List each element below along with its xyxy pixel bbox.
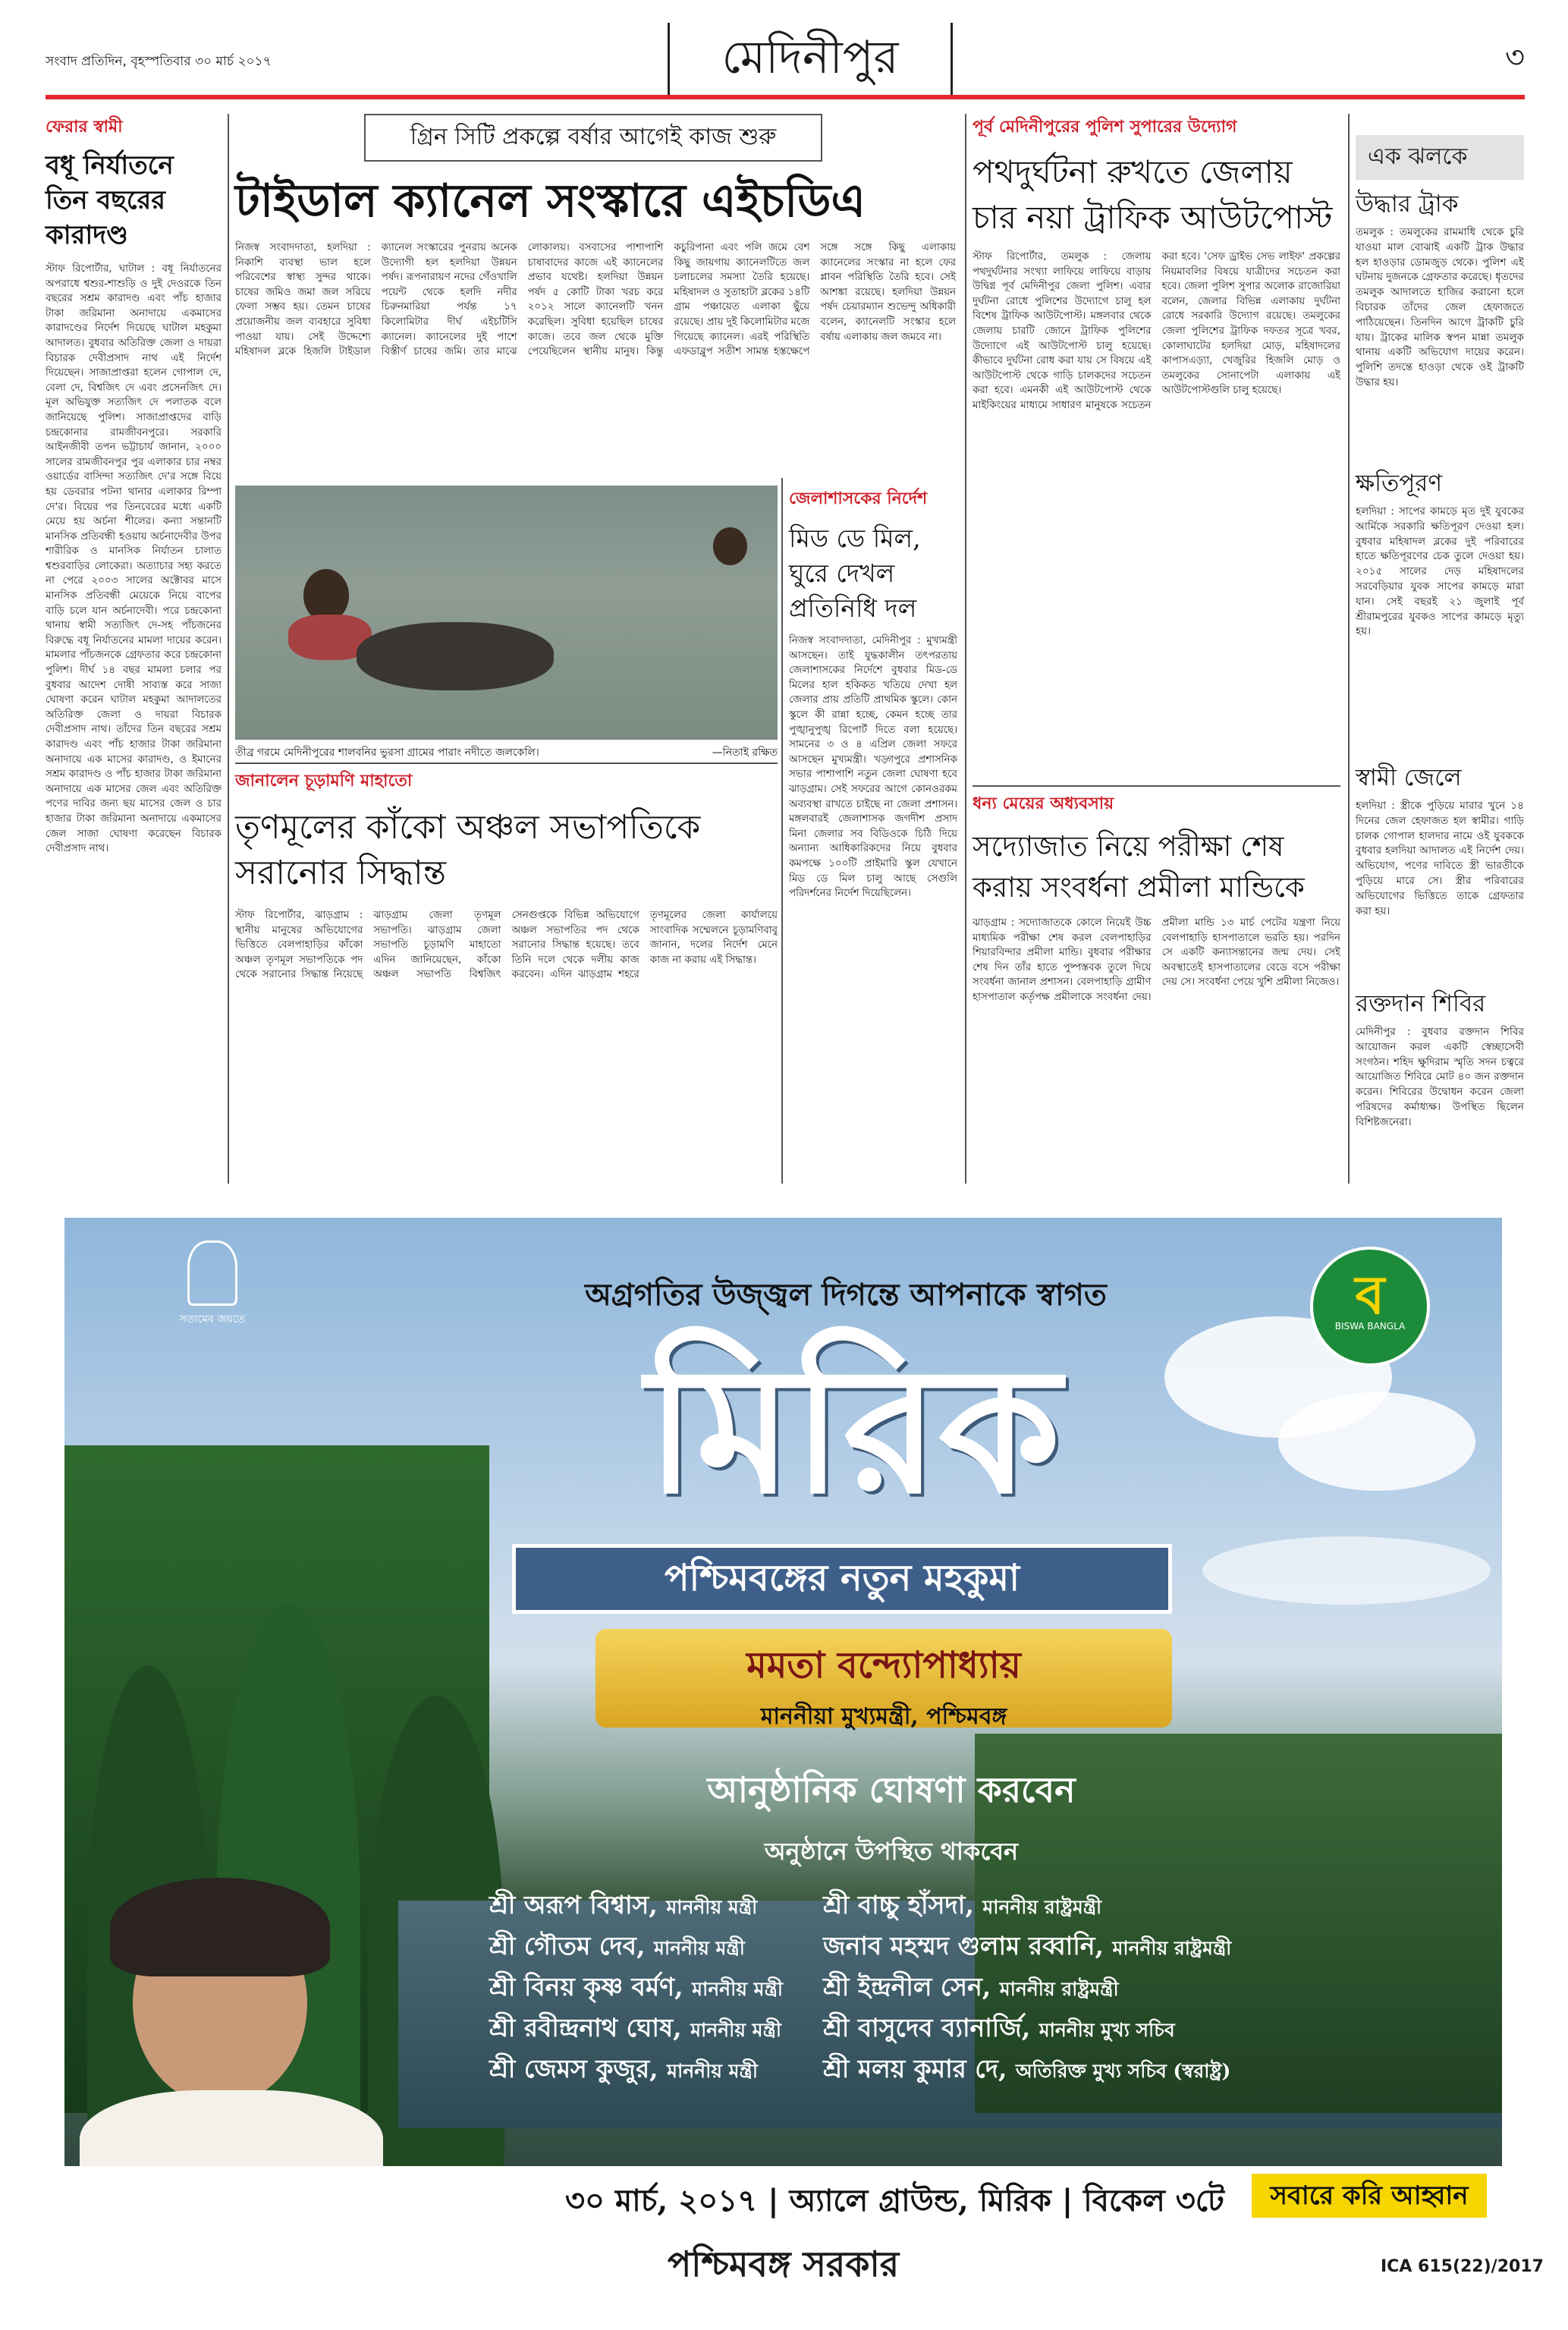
story-headline: সদ্যোজাত নিয়ে পরীক্ষা শেষ করায় সংবর্ধনা প্রমীলা মান্ডিকে xyxy=(973,830,1305,904)
sidebar-item-title: ক্ষতিপূরণ xyxy=(1356,470,1443,497)
guest-role: মাননীয় মন্ত্রী xyxy=(666,1896,758,1918)
story-tmc xyxy=(235,768,778,1166)
page-number: ৩ xyxy=(1504,40,1525,75)
emblem-icon xyxy=(187,1240,237,1306)
guest-name: শ্রী অরূপ বিশ্বাস xyxy=(489,1890,649,1920)
guest-name: শ্রী গৌতম দেব xyxy=(489,1931,636,1961)
cm-portrait xyxy=(64,1885,398,2174)
guest-name: শ্রী বাচ্চু হাঁসদা xyxy=(823,1890,966,1920)
story-midday-meal xyxy=(789,486,957,1180)
government-credit: পশ্চিমবঙ্গ সরকার xyxy=(668,2244,900,2284)
guest-entry: জনাব মহম্মদ গুলাম রব্বানি, মাননীয় রাষ্ট্রমন্ত্রী xyxy=(823,1931,1232,1961)
guest-entry: শ্রী বিনয় কৃষ্ণ বর্মণ, মাননীয় মন্ত্রী xyxy=(489,1972,784,2001)
cm-title: মাননীয়া মুখ্যমন্ত্রী, পশ্চিমবঙ্গ xyxy=(760,1703,1007,1730)
guest-entry: শ্রী মলয় কুমার দে, অতিরিক্ত মুখ্য সচিব (স্বরাষ্ট্র) xyxy=(823,2054,1231,2083)
column-divider xyxy=(228,114,229,1184)
story-body: নিজস্ব সংবাদদাতা, হলদিয়া : নিকাশি ব্যবস্থা ভাল হলে পরিবেশের স্বাস্থ্য সুন্দর থাকে। চাষের জমিও জমা জল সরিয়ে ফেলা সম্ভব হয়। তেমন চাষের প্রয়োজনীয় জল ব্যবহারে সুবিধা পাওয়া যায়। সেই উদ্দেশ্যে মহিষাদল ব্লকে হিজলি টাইডাল ক্যানেল সংস্কারের পুনরায় অনেক উদ্যোগী হল হলদিয়া উন্নয়ন পর্ষদ। রূপনারায়ণ নদের গেঁওখালি পয়েন্ট থেকে হলদি নদীর চিরুনমারিয়া পর্যন্ত ১৭ কিলোমিটার দীর্ঘ এইচটিসি ক্যানেল। ক্যানেলের দুই পাশে বিস্তীর্ণ চাষের জমি। তার মাঝে লোকালয়। বসবাসের পাশাপাশি চাষাবাদের কাজে এই ক্যানেলের প্রভাব যথেষ্ট। হলদিয়া উন্নয়ন পর্ষদ ৫ কোটি টাকা খরচ করে ২০১২ সালে ক্যানেলটি খনন করেছিল। সুবিধা হয়েছিল চাষের কাজে। তবে জল থেকে মুক্তি পেয়েছিলেন স্থানীয় মানুষ। কিন্তু কচুরিপানা এবং পলি জমে বেশ কিছু জায়গায় ক্যানেলটিতে জল চলাচলের সমস্যা তৈরি হয়েছে। মহিষাদল ও সুতাহাটা ব্লকের ১৪টি গ্রাম পঞ্চায়েত এলাকা ছুঁয়ে রয়েছে। প্রায় দুই কিলোমিটার মজে গিয়েছে ক্যানেল। এরই পরিস্থিতি এফডাব্লুপ সতীশ সামন্ত হস্তক্ষেপে সঙ্গে সঙ্গে কিছু এলাকায় ক্যানেলের সংস্কার না হলে ফের প্লাবন পরিস্থিতি তৈরি হবে। সেই আশঙ্কা রয়েছে। হলদিয়া উন্নয়ন পর্ষদ চেয়ারম্যান শুভেন্দু অধিকারী বলেন, ক্যানেলটি সংস্কার হলে বর্ষায় এলাকায় জল জমবে না। xyxy=(235,242,956,358)
section-divider xyxy=(235,763,778,764)
story-headline: বধূ নির্যাতনে তিন বছরের কারাদণ্ড xyxy=(46,150,174,250)
story-kicker: পূর্ব মেদিনীপুরের পুলিশ সুপারের উদ্যোগ xyxy=(973,118,1237,137)
guest-entry: শ্রী জেমস কুজুর, মাননীয় মন্ত্রী xyxy=(489,2054,759,2083)
story-kicker: ধন্য মেয়ের অধ্যবসায় xyxy=(973,794,1114,813)
ad-announcement: আনুষ্ঠানিক ঘোষণা করবেন xyxy=(707,1769,1076,1810)
guest-role: মাননীয় মন্ত্রী xyxy=(690,2019,782,2041)
story-kicker: ফেরার স্বামী xyxy=(46,118,123,137)
sidebar-item-body: হলদিয়া : স্ত্রীকে পুড়িয়ে মারার খুনে ১৪ দিনের জেল হেফাজত হল স্বামীর। গাড়ি চালক গোপাল হালদার নামে ওই যুবককে বুধবার হলদিয়া আদালত এই নির্দেশ দেয়। অভিযোগ, পণের দাবিতে স্ত্রী ভারতীকে পুড়িয়ে মারে সে। স্ত্রীর পরিবারের অভিযোগের ভিত্তিতে তাকে গ্রেফতার করা হয়। xyxy=(1356,800,1524,917)
emblem-motto: সত্যমেব জয়তে xyxy=(179,1313,246,1325)
logo-text: BISWA BANGLA xyxy=(1334,1321,1406,1332)
date-line: সংবাদ প্রতিদিন, বৃহস্পতিবার ৩০ মার্চ ২০১৭ xyxy=(46,54,272,69)
guest-role: মাননীয় রাষ্ট্রমন্ত্রী xyxy=(999,1978,1119,2000)
event-details: ৩০ মার্চ, ২০১৭ | অ্যালে গ্রাউন্ড, মিরিক | বিকেল ৩টে xyxy=(565,2183,1224,2218)
guest-name: শ্রী রবীন্দ্রনাথ ঘোষ xyxy=(489,2013,674,2042)
story-traffic xyxy=(973,114,1340,712)
story-dowry xyxy=(46,114,222,1278)
state-emblem xyxy=(178,1240,247,1339)
guest-entry: শ্রী ইন্দ্রনীল সেন, মাননীয় রাষ্ট্রমন্ত্রী xyxy=(823,1972,1119,2001)
swimmer-figure xyxy=(713,527,747,565)
guest-name: শ্রী বাসুদেব ব্যানার্জি xyxy=(823,2013,1022,2042)
photo-caption-row xyxy=(235,744,778,762)
ad-slogan: সবারে করি আহ্বান xyxy=(1252,2174,1487,2218)
story-headline: টাইডাল ক্যানেল সংস্কারে এইচডিএ xyxy=(235,175,866,228)
sidebar-item xyxy=(1356,759,1524,981)
guest-entry: শ্রী বাসুদেব ব্যানার্জি, মাননীয় মুখ্য সচিব xyxy=(823,2013,1175,2042)
cloud-shape xyxy=(1202,1536,1491,1605)
ad-bottom-bar xyxy=(64,2166,1502,2227)
story-body: নিজস্ব সংবাদদাতা, মেদিনীপুর : মুখ্যমন্ত্রী আসছেন। তাই যুদ্ধকালীন তৎপরতায় জেলাশাসকের নির্দেশে বুধবার মিড-ডে মিলের হাল হকিকত খতিয়ে দেখা হল জেলার প্রায় প্রতিটি প্রাথমিক স্কুলে। কোন স্কুলে কী রান্না হচ্ছে, কেমন হচ্ছে তার পুঙ্খানুপুঙ্খ রিপোর্ট দিতে বলা হয়েছে। সামনের ৩ ও ৪ এপ্রিল জেলা সফরে আসছেন মুখ্যমন্ত্রী। খড়্গপুরে প্রশাসনিক সভার পাশাপাশি নতুন জেলা ঘোষণা হবে ঝাড়গ্রাম। সেই সফরের আগে কোনওরকম অব্যবস্থা রাখতে চাইছে না জেলা প্রশাসন। মঙ্গলবারই জেলাশাসক জগদীশ প্রসাদ মিনা জেলার সব বিডিওকে চিঠি দিয়ে অন্যান্য আধিকারিকদের নিয়ে বুধবার কমপক্ষে ১০০টি প্রাইমারি স্কুল যেখানে মিড ডে মিল চালু আছে সেগুলি পরিদর্শনের নির্দেশ দিয়েছিলেন। xyxy=(789,635,957,900)
masthead-rule xyxy=(46,95,1525,99)
story-body: স্টাফ রিপোর্টার, ঘাটাল : বধূ নির্যাতনের অপরাধে শ্বশুর-শাশুড়ি ও দুই দেওরকে তিন বছরের সশ্রম কারাদণ্ড এবং পাঁচ হাজার টাকা জরিমানা অনাদায়ে একমাসের কারাদণ্ডের নির্দেশ দিয়েছে ঘাটাল মহকুমা আদালত। বুধবার অতিরিক্ত জেলা ও দায়রা বিচারক দেবীপ্রসাদ নাথ এই নির্দেশ দিয়েছেন। সাজাপ্রাপ্তরা হলেন গোপাল দে, বেলা দে, বিশ্বজিৎ দে এবং প্রসেনজিৎ দে। মূল অভিযুক্ত সত্যজিৎ দে পলাতক বলে জানিয়েছে পুলিশ। সাজাপ্রাপ্তদের বাড়ি চন্দ্রকোনার রামজীবনপুরে। সরকারি আইনজীবী তপন ভট্টাচার্য জানান, ২০০০ সালের রামজীবনপুর পুর এলাকার চার নম্বর ওয়ার্ডের বাসিন্দা সত্যজিৎ দে'র সঙ্গে বিয়ে হয় ডেবরার পটনা থানার এলাকার রিম্পা দে'র। বিয়ের পর তিনবেরের মধ্যে একটি মেয়ে হয় অর্চনা শীলের। কন্যা সন্তানটি মানসিক প্রতিবন্ধী হওয়ায় অর্চনাদেবীর উপর শারীরিক ও মানসিক নির্যাতন চালাত শ্বশুরবাড়ির লোকেরা। অত্যাচার সহ্য করতে না পেরে ২০০৩ সালের অক্টোবর মাসে মানসিক প্রতিবন্ধী মেয়েকে নিয়ে বাপের বাড়ি চলে যান অর্চনাদেবী। পরে চন্দ্রকোনা থানায় স্বামী সত্যজিৎ দে-সহ পাঁচজনের বিরুদ্ধে বধূ নির্যাতনের মামলা দায়ের করেন। মামলার পাঁচজনকে গ্রেফতার করে চন্দ্রকোনা পুলিশ। দীর্ঘ ১৪ বছর মামলা চলার পর বুধবার আদেশ দোষী সাব্যস্ত করে সাজা ঘোষণা করেন ঘাটাল মহকুমা আদালতের অতিরিক্ত জেলা ও দায়রা বিচারক দেবীপ্রসাদ নাথ। তাঁদের তিন বছরের সশ্রম কারাদণ্ড এবং পাঁচ হাজার টাকা জরিমানা অনাদায়ে এক মাসের কারাদণ্ড, ও ইমানের সশ্রম কারাদণ্ড ও পাঁচ হাজার টাকা জরিমানা অনাদায়ে এক মাসের জেল এবং অতিরিক্ত পণের দাবির জন্য ছয় মাসের জেল ও চার হাজার টাকা জরিমানা অনাদায়ে একমাসের জেল সাজা ঘোষণা করেছেন বিচারক দেবীপ্রসাদ নাথ। xyxy=(46,263,222,855)
sidebar-item-body: হলদিয়া : সাপের কামড়ে মৃত দুই যুবকের আর্মিকে সরকারি ক্ষতিপূরণ দেওয়া হল। বুধবার মহিষাদল ব্লকের দুই পরিবারের হাতে ক্ষতিপূরণের চেক তুলে দেওয়া হয়। ২০১৫ সালের দেড় মহিষাদলের সরবেড়িয়ার যুবক সাপের কামড়ে মারা যান। সেই বছরই ২১ জুলাই পূর্ব শ্রীরামপুরের যুবকও সাপের কামড়ে মৃত্যু হয়। xyxy=(1356,505,1524,638)
photo-credit: —নিতাই রক্ষিত xyxy=(712,747,778,759)
guest-role: মাননীয় মন্ত্রী xyxy=(692,1978,784,2000)
sidebar-item-title: উদ্ধার ট্রাক xyxy=(1356,190,1459,218)
guest-role: মাননীয় মন্ত্রী xyxy=(667,2060,759,2082)
sidebar-item-title: স্বামী জেলে xyxy=(1356,764,1462,791)
biswa-bangla-logo xyxy=(1310,1247,1430,1366)
guest-entry: শ্রী গৌতম দেব, মাননীয় মন্ত্রী xyxy=(489,1931,745,1961)
ad-code: ICA 615(22)/2017 xyxy=(1381,2257,1544,2276)
story-headline: মিড ডে মিল, ঘুরে দেখল প্রতিনিধি দল xyxy=(789,524,921,623)
sidebar-glance xyxy=(1356,135,1524,1177)
ad-place-name: মিরিক xyxy=(646,1328,1061,1533)
story-kicker: গ্রিন সিটি প্রকল্পে বর্ষার আগেই কাজ শুরু xyxy=(364,114,822,162)
guest-name: শ্রী ইন্দ্রনীল সেন xyxy=(823,1972,982,2001)
guest-name: শ্রী জেমস কুজুর xyxy=(489,2054,650,2083)
guest-role: অতিরিক্ত মুখ্য সচিব (স্বরাষ্ট্র) xyxy=(1016,2060,1231,2082)
story-headline: পথদুর্ঘটনা রুখতে জেলায় চার নয়া ট্রাফিক আউটপোস্ট xyxy=(973,153,1333,236)
river-photo xyxy=(235,486,778,740)
photo-caption: তীব্র গরমে মেদিনীপুরের শালবনির ভুরসা গ্রামের পারাং নদীতে জলকেলি। xyxy=(235,747,539,759)
sidebar-item xyxy=(1356,186,1524,461)
story-kicker: জেলাশাসকের নির্দেশ xyxy=(789,489,928,508)
story-body: ঝাড়গ্রাম : সদ্যোজাতকে কোলে নিয়েই উচ্চ মাধ্যমিক পরীক্ষা শেষ করল বেলপাহাড়ির শিয়ারবিন্দার প্রমীলা মান্ডি। বুধবার পরীক্ষার শেষ দিন তাঁর হাতে পুষ্পস্তবক তুলে দিয়ে সংবর্ধনা জানাল প্রশাসন। বেলপাহাড়ি গ্রামীণ হাসপাতাল কর্তৃপক্ষ প্রমীলাকে সংবর্ধনা দেয়। প্রমীলা মান্ডি ১৩ মার্চ পেটের যন্ত্রণা নিয়ে বেলপাহাড়ি হাসপাতালে ভরতি হয়। পরদিন সে একটি কন্যাসন্তানের জন্ম দেয়। সেই অবস্থাতেই হাসপাতালের বেডে বসে পরীক্ষা দেয় সে। সংবর্ধনা পেয়ে খুশি প্রমীলা নিজেও। xyxy=(973,917,1340,1003)
ad-tagline: অগ্রগতির উজ্জ্বল দিগন্তে আপনাকে স্বাগত xyxy=(585,1277,1107,1313)
sidebar-item-body: তমলুক : তমলুকের রামমাধি থেকে চুরি যাওয়া মাল বোঝাই একটি ট্রাক উদ্ধার হল হাওড়ার ডোমজুড় থেকে। পুলিশ এই ঘটনায় দুজনকে গ্রেফতার করেছে। ধৃতদের তমলুক আদালতে হাজির করানো হলে বিচারক তাঁদের জেল হেফাজতে পাঠিয়েছেন। তিনদিন আগে ট্রাকটি চুরি যায়। ট্রাকের মালিক স্বপন মান্না তমলুক থানায় একটি অভিযোগ দায়ের করেন। পুলিশি তদন্তে হাওড়া থেকে ওই ট্রাকটি উদ্ধার হয়। xyxy=(1356,226,1524,388)
guest-name: জনাব মহম্মদ গুলাম রব্বানি xyxy=(823,1931,1095,1961)
guest-entry: শ্রী অরূপ বিশ্বাস, মাননীয় মন্ত্রী xyxy=(489,1890,758,1920)
guest-entry: শ্রী রবীন্দ্রনাথ ঘোষ, মাননীয় মন্ত্রী xyxy=(489,2013,782,2042)
masthead xyxy=(46,23,1525,91)
story-headline: তৃণমূলের কাঁকো অঞ্চল সভাপতিকে সরানোর সিদ্ধান্ত xyxy=(235,808,701,892)
cm-scroll xyxy=(595,1629,1172,1728)
guest-role: মাননীয় রাষ্ট্রমন্ত্রী xyxy=(1112,1937,1232,1959)
column-divider xyxy=(965,114,966,1184)
guest-name: শ্রী মলয় কুমার দে xyxy=(823,2054,999,2083)
sidebar-header: এক ঝলকে xyxy=(1356,135,1524,180)
guest-role: মাননীয় মুখ্য সচিব xyxy=(1039,2019,1175,2041)
buffalo-figure xyxy=(357,622,554,690)
section-title: মেদিনীপুর xyxy=(668,23,953,99)
sidebar-item-body: মেদিনীপুর : বুধবার রক্তদান শিবির আয়োজন করল একটি স্বেচ্ছাসেবী সংগঠন। শহিদ ক্ষুদিরাম স্মৃতি সদন চত্বরে আয়োজিত শিবিরে মোট ৪০ জন রক্তদান করেন। শিবিরের উদ্বোধন করেন জেলা পরিষদের কর্মাধ্যক্ষ। উপস্থিত ছিলেন বিশিষ্টজনেরা। xyxy=(1356,1026,1524,1128)
column-divider xyxy=(1348,114,1350,1184)
portrait-hair xyxy=(110,1878,330,1976)
guest-name: শ্রী বিনয় কৃষ্ণ বর্মণ xyxy=(489,1972,675,2001)
story-exam xyxy=(973,791,1340,1159)
guest-entry: শ্রী বাচ্চু হাঁসদা, মাননীয় রাষ্ট্রমন্ত্রী xyxy=(823,1890,1102,1920)
attendance-heading: অনুষ্ঠানে উপস্থিত থাকবেন xyxy=(764,1837,1019,1866)
cm-name: মমতা বন্দ্যোপাধ্যায় xyxy=(746,1644,1021,1687)
story-kicker: জানালেন চূড়ামণি মাহাতো xyxy=(235,772,413,791)
logo-glyph: ব xyxy=(1355,1264,1385,1326)
cloud-shape xyxy=(1278,1392,1475,1491)
story-body: স্টাফ রিপোর্টার, ঝাড়গ্রাম : স্থানীয় মানুষের অভিযোগের ভিত্তিতে বেলপাহাড়ির কাঁকো অঞ্চল তৃণমূল সভাপতিকে পদ থেকে সরানোর সিদ্ধান্ত নিয়েছে ঝাড়গ্রাম জেলা তৃণমূল সভাপতি। ঝাড়গ্রাম জেলা সভাপতি চূড়ামণি মাহাতো এদিন জানিয়েছেন, কাঁকো অঞ্চল সভাপতি বিশ্বজিৎ সেনগুপ্তকে বিভিন্ন অভিযোগে অঞ্চল সভাপতির পদ থেকে সরানোর সিদ্ধান্ত হয়েছে। তবে তিনি দলে থেকে দলীয় কাজ করবেন। এদিন ঝাড়গ্রাম শহরে তৃণমূলের জেলা কার্যালয়ে সাংবাদিক সম্মেলনে চূড়ামণিবাবু জানান, দলের নির্দেশ মেনে কাজ না করায় এই সিদ্ধান্ত। xyxy=(235,910,778,981)
sidebar-item xyxy=(1356,465,1524,755)
story-body: স্টাফ রিপোর্টার, তমলুক : জেলায় পথদুর্ঘটনার সংখ্যা লাফিয়ে লাফিয়ে বাড়ায় উদ্বিগ্ন পূর্ব মেদিনীপুর জেলা পুলিশ। এবার দুর্ঘটনা রোধে পুলিশের উদ্যোগে চালু হল বিশেষ ট্রাফিক আউটপোস্ট। মঙ্গলবার থেকে জেলায় চারটি জোনে ট্রাফিক পুলিশের উদ্যোগে এই আউটপোস্ট চালু হয়েছে। কীভাবে দুর্ঘটনা রোধ করা যায় সে বিষয়ে এই আউটপোস্ট থেকে গাড়ি চালকদের সচেতন করা হবে। এমনকী এই আউটপোস্ট থেকে মাইকিংয়ের মাধ্যমে সাধারণ মানুষকে সচেতন করা হবে। 'সেফ ড্রাইভ সেভ লাইফ' প্রকল্পের নিয়মাবলির বিষয়ে যাত্রীদের সচেতন করা হবে। জেলা পুলিশ সুপার অলোক রাজোরিয়া বলেন, জেলার বিভিন্ন এলাকায় দুর্ঘটনা রোধে সরকারি উদ্যোগ রয়েছে। তমলুকের জেলা পুলিশের ট্রাফিক দফতর সূত্রে খবর, কোলাঘাটের হলদিয়া মোড়, মহিষাদলের কাপাসএড়্যা, খেজুরির হিজলি মোড় ও তমলুকের সোনাপেটা এলাকায় এই আউটপোস্টগুলি চালু হয়েছে। xyxy=(973,251,1340,411)
section-divider xyxy=(973,785,1340,787)
guest-role: মাননীয় রাষ্ট্রমন্ত্রী xyxy=(982,1896,1102,1918)
mirik-advertisement xyxy=(64,1218,1502,2227)
story-tidal-canal xyxy=(235,114,956,491)
column-divider xyxy=(781,478,783,1184)
sidebar-item-title: রক্তদান শিবির xyxy=(1356,990,1486,1017)
guest-role: মাননীয় মন্ত্রী xyxy=(653,1937,745,1959)
sidebar-item xyxy=(1356,986,1524,1177)
ad-subtitle: পশ্চিমবঙ্গের নতুন মহকুমা xyxy=(512,1544,1172,1614)
